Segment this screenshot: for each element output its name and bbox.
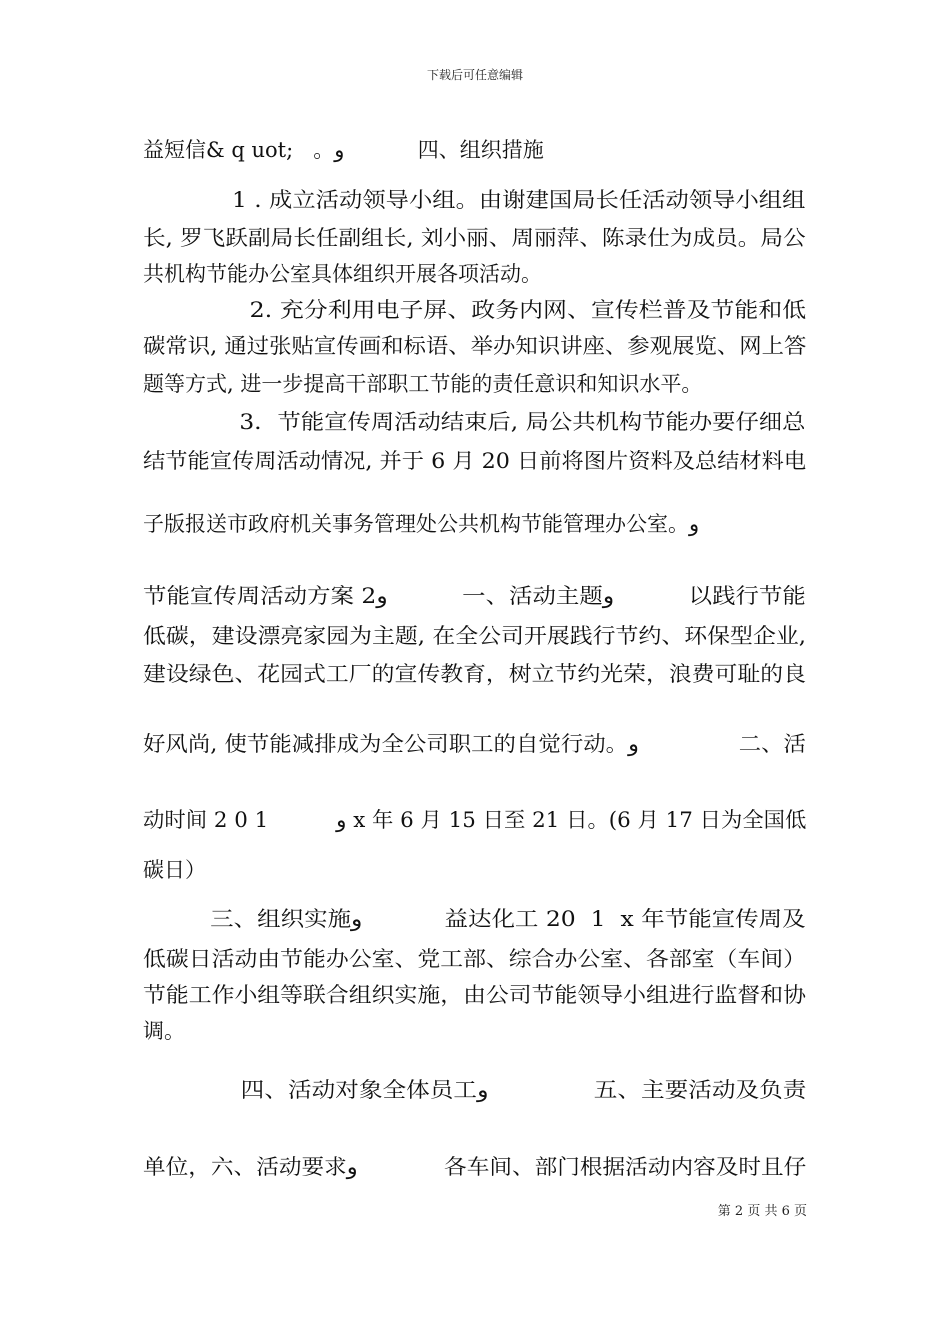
text-line: 2. 充分利用电子屏、政务内网、宣传栏普及节能和低 bbox=[143, 298, 807, 322]
text-line: 调。 bbox=[143, 1019, 185, 1043]
text-line: 3．节能宣传周活动结束后, 局公共机构节能办要仔细总 bbox=[143, 410, 806, 434]
text-line: 建设绿色、花园式工厂的宣传教育，树立节约光荣，浪费可耻的良 bbox=[143, 662, 806, 686]
text-line: 低碳日活动由节能办公室、党工部、综合办公室、各部室（车间） bbox=[143, 947, 806, 971]
text-line: 动时间 2 0 1 ﻭ x 年 6 月 15 日至 21 日。(6 月 17 日为全国低 bbox=[143, 808, 807, 832]
page-footer: 第 2 页 共 6 页 bbox=[717, 1204, 807, 1219]
text-line: 三、组织实施ﻭ 益达化工 20 1 x 年节能宣传周及 bbox=[143, 907, 806, 931]
text-line: 长, 罗飞跃副局长任副组长, 刘小丽、周丽萍、陈录仕为成员。局公 bbox=[143, 226, 806, 250]
text-line: 子版报送市政府机关事务管理处公共机构节能管理办公室。ﻭ bbox=[143, 512, 700, 536]
text-line: 碳常识, 通过张贴宣传画和标语、举办知识讲座、参观展览、网上答 bbox=[143, 334, 807, 358]
text-line: 四、活动对象全体员工ﻭ 五、主要活动及负责 bbox=[143, 1078, 807, 1102]
text-line: 共机构节能办公室具体组织开展各项活动。 bbox=[143, 262, 542, 286]
text-line: 节能工作小组等联合组织实施，由公司节能领导小组进行监督和协 bbox=[143, 983, 806, 1007]
page-header: 下载后可任意编辑 bbox=[426, 68, 523, 82]
text-line: 节能宣传周活动方案 2ﻭ 一、活动主题ﻭ 以践行节能 bbox=[143, 584, 806, 608]
text-line: 题等方式, 进一步提高干部职工节能的责任意识和知识水平。 bbox=[143, 372, 703, 396]
text-line: 单位，六、活动要求ﻭ 各车间、部门根据活动内容及时且仔 bbox=[143, 1155, 807, 1179]
text-line: 结节能宣传周活动情况, 并于 6 月 20 日前将图片资料及总结材料电 bbox=[143, 449, 807, 473]
text-line: 益短信& q uot; 。ﻭ 四、组织措施 bbox=[143, 138, 544, 162]
text-line: 1 . 成立活动领导小组。由谢建国局长任活动领导小组组 bbox=[143, 188, 806, 212]
text-line: 好风尚, 使节能减排成为全公司职工的自觉行动。ﻭ 二、活 bbox=[143, 732, 806, 756]
text-line: 低碳，建设漂亮家园为主题, 在全公司开展践行节约、环保型企业, bbox=[143, 624, 807, 648]
text-line: 碳日） bbox=[143, 858, 206, 882]
